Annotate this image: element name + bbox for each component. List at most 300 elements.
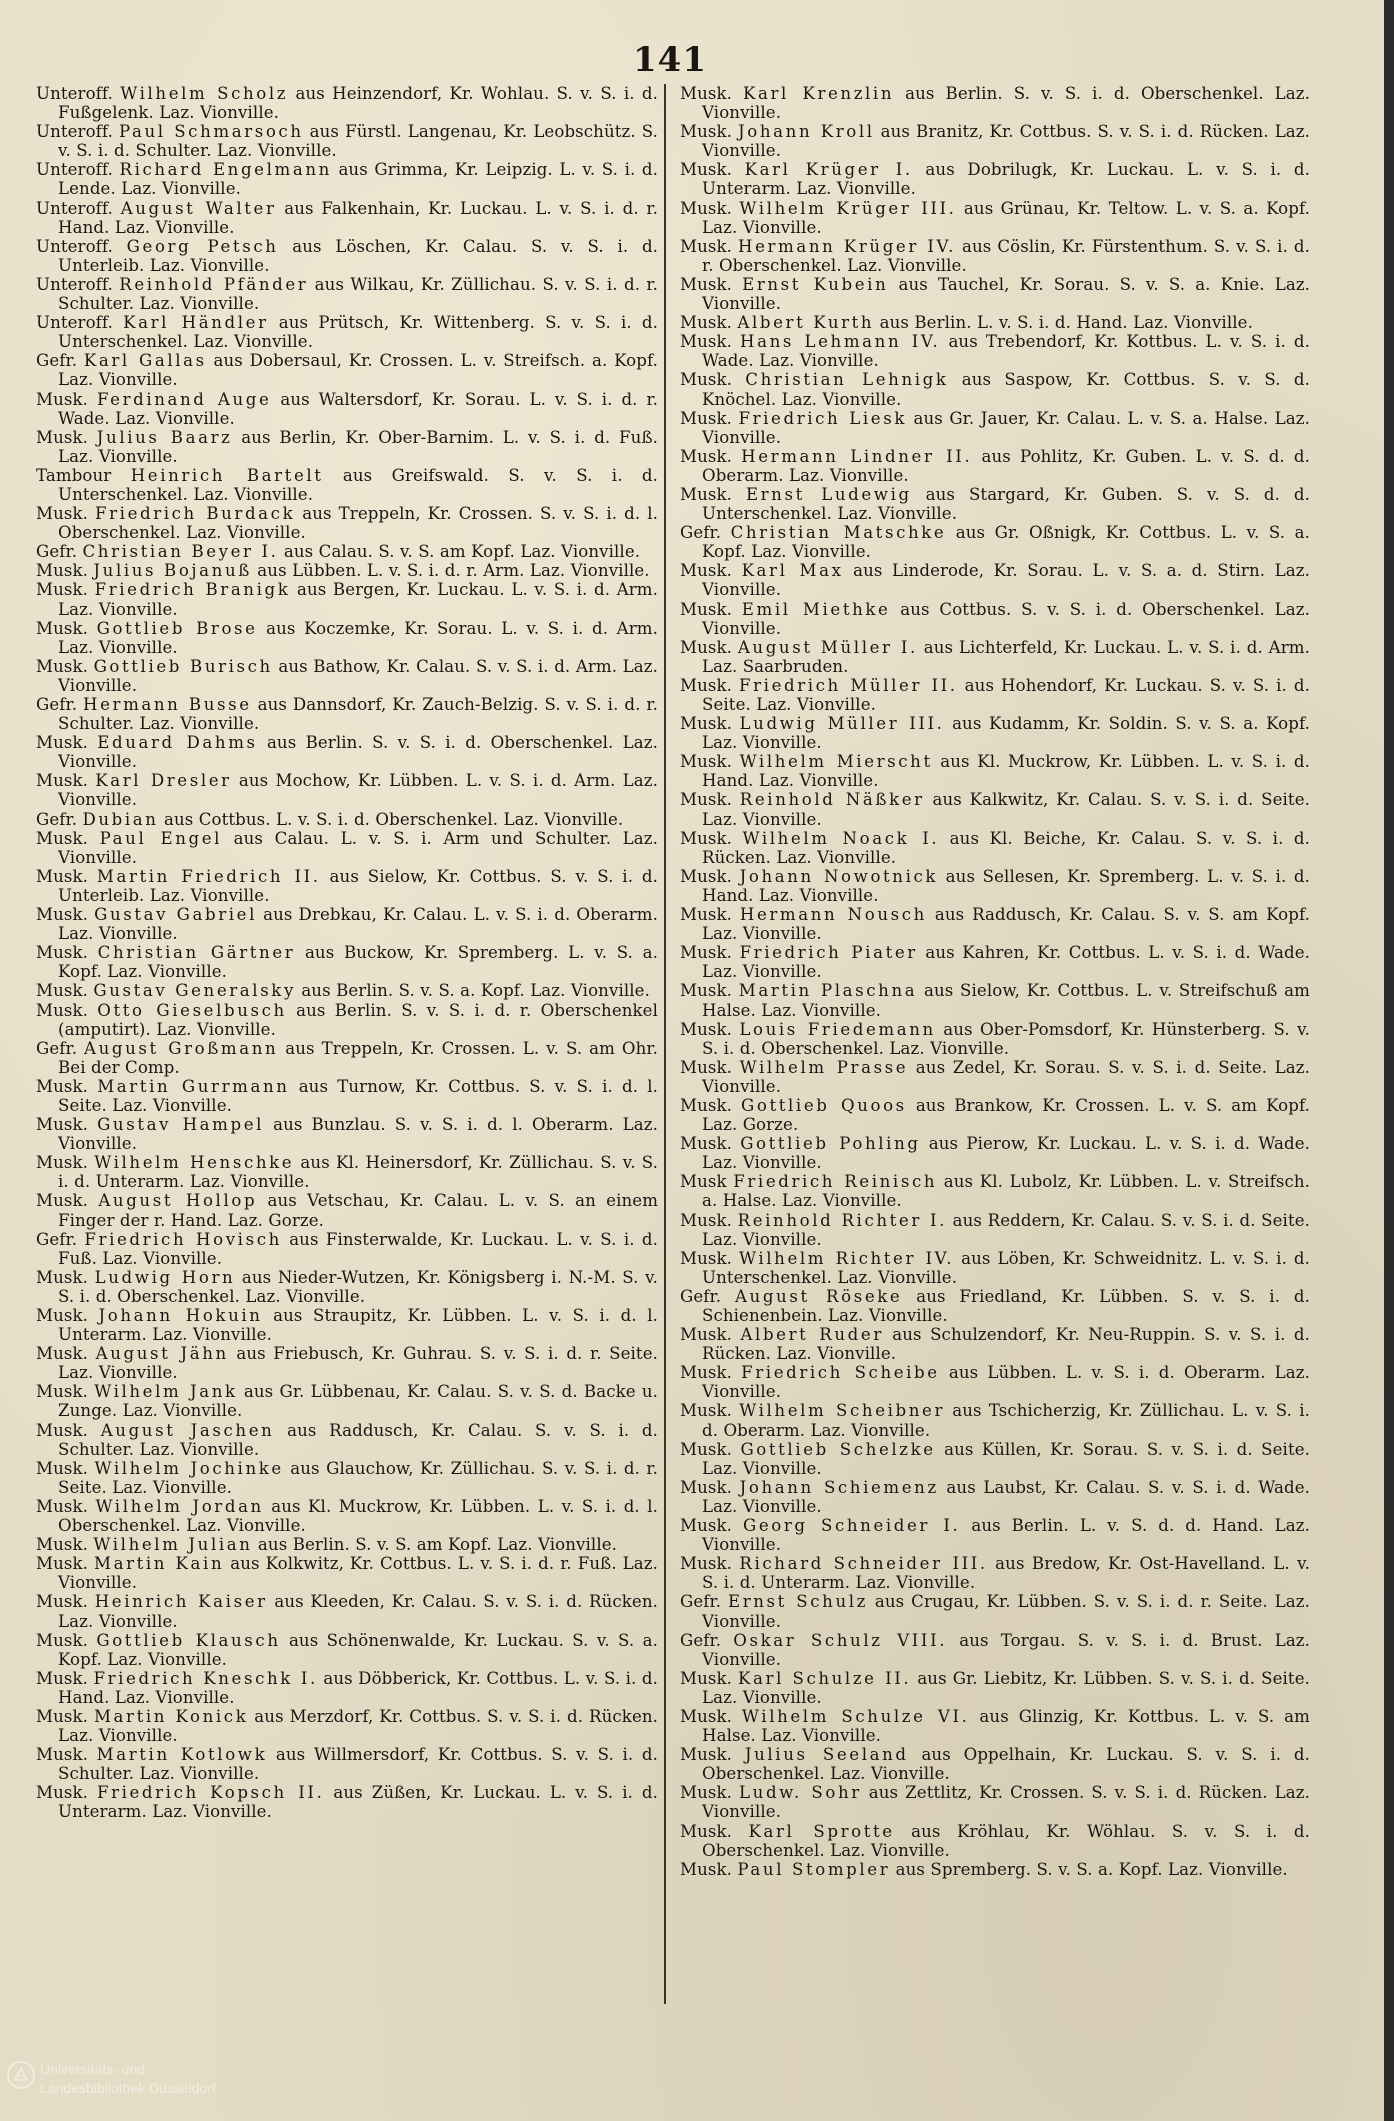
casualty-entry [36, 657, 658, 695]
entry-name: Hermann Busse [83, 695, 252, 714]
entry-rank: Musk. [36, 1382, 89, 1402]
casualty-entry [36, 580, 658, 618]
entry-name: Wilhelm Mierscht [739, 752, 933, 772]
casualty-entry [680, 714, 1310, 752]
entry-details: aus Oppelhain, Kr. Luckau. S. v. S. i. d. Oberschenkel. Laz. Vionville. [702, 1745, 1311, 1784]
casualty-entry [680, 409, 1310, 447]
entry-name: Friedrich Piater [739, 943, 918, 963]
entry-rank: Musk. [680, 1477, 733, 1497]
entry-rank: Gefr. [680, 1592, 722, 1612]
entry-name: Gustav Gabriel [94, 905, 258, 925]
entry-rank: Musk. [680, 1363, 733, 1383]
entry-name: Karl Händler [123, 313, 269, 333]
entry-rank: Musk. [680, 446, 733, 466]
entry-details: aus Ober-Pomsdorf, Kr. Hünsterberg. S. v. S. i. d. Oberschenkel. Laz. Vionville. [702, 1019, 1311, 1058]
entry-name: Gottlieb Klausch [96, 1630, 281, 1650]
entry-details: aus Calau. S. v. S. am Kopf. Laz. Vionville. [283, 542, 641, 562]
entry-name: Paul Schmarsoch [118, 122, 304, 142]
entry-details: aus Kl. Muckrow, Kr. Lübben. L. v. S. i. d. Hand. Laz. Vionville. [702, 752, 1310, 791]
entry-rank: Musk. [36, 1458, 89, 1478]
casualty-entry [680, 1401, 1310, 1439]
entry-rank: Musk. [680, 1783, 733, 1803]
entry-rank: Gefr. [680, 1630, 722, 1650]
entry-details: aus Dobersaul, Kr. Crossen. L. v. Streifsch. a. Kopf. Laz. Vionville. [58, 351, 659, 390]
casualty-entry [680, 122, 1310, 160]
casualty-entry [680, 1440, 1310, 1478]
entry-rank: Musk. [36, 389, 89, 409]
casualty-entry [680, 1058, 1310, 1096]
casualty-entry [36, 561, 658, 580]
library-credit-line-1: Universitäts- und [40, 2061, 146, 2077]
casualty-entry [36, 237, 658, 275]
casualty-entry [36, 1039, 658, 1077]
entry-name: Wilhelm Jank [94, 1382, 238, 1402]
entry-details: aus Stargard, Kr. Guben. S. v. S. d. d. Unterschenkel. Laz. Vionville. [702, 484, 1310, 524]
entry-name: Friedrich Müller II. [739, 675, 958, 695]
entry-rank: Musk. [36, 1554, 89, 1574]
casualty-entry [36, 275, 658, 313]
entry-name: Johann Kroll [738, 122, 875, 142]
casualty-entry [680, 523, 1310, 561]
casualty-entry [36, 428, 658, 466]
entry-name: Gustav Generalsky [93, 981, 296, 1001]
entry-details: aus Raddusch, Kr. Calau. S. v. S. i. d. Schulter. Laz. Vionville. [58, 1420, 659, 1459]
casualty-entry [680, 275, 1310, 313]
entry-details: aus Cöslin, Kr. Fürstenthum. S. v. S. i. d. r. Oberschenkel. Laz. Vionville. [702, 236, 1311, 275]
entry-details: aus Fürstl. Langenau, Kr. Leobschütz. S. v. S. i. d. Schulter. Laz. Vionville. [58, 122, 659, 161]
entry-rank: Musk. [680, 1668, 733, 1688]
entry-rank: Musk. [680, 981, 733, 1001]
entry-name: Louis Friedemann [739, 1019, 936, 1039]
casualty-entry [36, 771, 658, 809]
entry-details: aus Berlin. L. v. S. d. d. Hand. Laz. Vionville. [702, 1516, 1311, 1555]
entry-name: Martin Kotlowk [96, 1745, 268, 1765]
casualty-entry [680, 332, 1310, 370]
entry-name: Richard Engelmann [119, 160, 332, 180]
entry-rank: Musk. [680, 1706, 733, 1726]
entry-rank: Musk. [680, 1210, 733, 1230]
entry-details: aus Pohlitz, Kr. Guben. L. v. S. d. d. Oberarm. Laz. Vionville. [702, 446, 1311, 485]
entry-name: Martin Friedrich II. [96, 866, 321, 886]
entry-details: aus Saspow, Kr. Cottbus. S. v. S. d. Knöchel. Laz. Vionville. [702, 370, 1310, 409]
entry-details: aus Finsterwalde, Kr. Luckau. L. v. S. i. d. Fuß. Laz. Vionville. [58, 1229, 659, 1268]
casualty-entry [36, 122, 658, 160]
column-divider [664, 84, 666, 2004]
entry-rank: Gefr. [36, 695, 78, 714]
entry-details: aus Tschicherzig, Kr. Züllichau. L. v. S. i. d. Oberarm. Laz. Vionville. [702, 1401, 1311, 1440]
casualty-entry [36, 1421, 658, 1459]
entry-name: Karl Gallas [83, 351, 207, 371]
casualty-entry [36, 1230, 658, 1268]
entry-rank: Musk [680, 1172, 727, 1192]
entry-name: August Walter [120, 198, 277, 218]
entry-rank: Musk. [680, 408, 733, 428]
entry-rank: Musk. [680, 1057, 733, 1077]
entry-name: Paul Engel [99, 828, 223, 848]
entry-details: aus Treppeln, Kr. Crossen. S. v. S. i. d. l. Oberschenkel. Laz. Vionville. [58, 504, 658, 543]
casualty-entry [36, 1001, 658, 1039]
casualty-entry [36, 1497, 658, 1535]
casualty-entry [680, 1096, 1310, 1134]
entry-details: aus Kröhlau, Kr. Wöhlau. S. v. S. i. d. Oberschenkel. Laz. Vionville. [702, 1821, 1311, 1860]
entry-rank: Musk. [680, 1745, 733, 1765]
entry-details: aus Turnow, Kr. Cottbus. S. v. S. i. d. l. Seite. Laz. Vionville. [58, 1076, 659, 1115]
casualty-entry [36, 1191, 658, 1229]
casualty-entry [36, 160, 658, 198]
casualty-entry [36, 1554, 658, 1592]
entry-rank: Musk. [36, 618, 89, 638]
casualty-entry [36, 313, 658, 351]
entry-rank: Musk. [36, 981, 89, 1001]
entry-name: Reinhold Pfänder [119, 274, 309, 294]
entry-name: Wilhelm Schulze VI. [741, 1706, 970, 1726]
entry-rank: Unteroff. [36, 274, 113, 294]
casualty-entry [36, 466, 658, 504]
entry-details: aus Cottbus. L. v. S. i. d. Oberschenkel. Laz. Vionville. [163, 809, 624, 829]
entry-rank: Unteroff. [36, 236, 113, 256]
entry-details: aus Gr. Lübbenau, Kr. Calau. S. v. S. d. Backe u. Zunge. Laz. Vionville. [58, 1382, 659, 1421]
entry-name: Friedrich Scheibe [741, 1363, 940, 1383]
entry-details: aus Sielow, Kr. Cottbus. S. v. S. i. d. Unterleib. Laz. Vionville. [58, 866, 659, 905]
entry-rank: Musk. [680, 332, 733, 352]
entry-details: aus Spremberg. S. v. S. a. Kopf. Laz. Vionville. [895, 1859, 1288, 1879]
entry-rank: Gefr. [36, 351, 78, 371]
casualty-entry [36, 1745, 658, 1783]
entry-rank: Musk. [36, 504, 89, 524]
entry-name: Christian Gärtner [97, 943, 296, 963]
entry-details: aus Willmersdorf, Kr. Cottbus. S. v. S. i. d. Schulter. Laz. Vionville. [58, 1745, 659, 1784]
entry-name: Heinrich Kaiser [94, 1592, 268, 1612]
entry-details: aus Bunzlau. S. v. S. i. d. l. Oberarm. Laz. Vionville. [58, 1115, 658, 1154]
entry-rank: Gefr. [36, 1038, 78, 1058]
casualty-entry [36, 84, 658, 122]
casualty-entry [36, 981, 658, 1000]
entry-rank: Musk. [36, 1745, 89, 1765]
casualty-entry [680, 1516, 1310, 1554]
entry-name: Martin Kain [94, 1554, 225, 1574]
entry-details: aus Kl. Muckrow, Kr. Lübben. L. v. S. i. d. l. Oberschenkel. Laz. Vionville. [58, 1496, 658, 1536]
casualty-entry [680, 829, 1310, 867]
entry-name: Friedrich Kopsch II. [96, 1783, 325, 1803]
entry-name: Wilhelm Krüger III. [739, 198, 957, 218]
entry-details: aus Heinzendorf, Kr. Wohlau. S. v. S. i. d. Fußgelenk. Laz. Vionville. [58, 84, 659, 123]
entry-name: Gottlieb Burisch [93, 656, 273, 676]
entry-rank: Musk. [36, 1191, 89, 1211]
entry-name: Karl Schulze II. [738, 1668, 912, 1688]
entry-name: Friedrich Branigk [94, 580, 291, 600]
entry-name: Johann Nowotnick [739, 866, 939, 886]
entry-name: Martin Gurrmann [97, 1076, 290, 1096]
entry-rank: Musk. [36, 1115, 89, 1135]
entry-rank: Musk. [36, 943, 89, 963]
entry-details: aus Treppeln, Kr. Crossen. L. v. S. am Ohr. Bei der Comp. [58, 1038, 659, 1077]
casualty-entry [680, 1631, 1310, 1669]
entry-rank: Musk. [36, 1344, 89, 1364]
entry-name: Gottlieb Brose [96, 618, 258, 638]
entry-details: aus Koczemke, Kr. Sorau. L. v. S. i. d. Arm. Laz. Vionville. [58, 618, 658, 657]
entry-name: Gustav Hampel [97, 1115, 265, 1135]
entry-name: August Hollop [98, 1191, 258, 1211]
entry-details: aus Berlin. S. v. S. i. d. r. Oberschenkel (amputirt). Laz. Vionville. [58, 1000, 659, 1039]
casualty-entry [36, 829, 658, 867]
entry-rank: Tambour [36, 465, 112, 485]
entry-details: aus Berlin. L. v. S. i. d. Hand. Laz. Vionville. [879, 313, 1253, 333]
entry-details: aus Waltersdorf, Kr. Sorau. L. v. S. i. d. r. Wade. Laz. Vionville. [58, 389, 659, 428]
entry-details: aus Züßen, Kr. Luckau. L. v. S. i. d. Unterarm. Laz. Vionville. [58, 1783, 658, 1822]
casualty-entry [680, 1707, 1310, 1745]
entry-details: aus Kleeden, Kr. Calau. S. v. S. i. d. Rücken. Laz. Vionville. [58, 1592, 658, 1631]
entry-rank: Musk. [680, 484, 733, 504]
casualty-entry [680, 905, 1310, 943]
entry-details: aus Gr. Liebitz, Kr. Lübben. S. v. S. i. d. Seite. Laz. Vionville. [702, 1668, 1310, 1707]
casualty-entry [680, 1783, 1310, 1821]
entry-rank: Musk. [680, 752, 733, 772]
entry-rank: Gefr. [680, 1286, 722, 1306]
entry-details: aus Löschen, Kr. Calau. S. v. S. i. d. Unterleib. Laz. Vionville. [58, 236, 659, 275]
casualty-entry [680, 1592, 1310, 1630]
casualty-entry [36, 351, 658, 389]
entry-name: Hermann Nousch [739, 905, 927, 925]
entry-rank: Gefr. [36, 809, 78, 829]
entry-name: Christian Beyer I. [82, 542, 279, 562]
entry-details: aus Cottbus. S. v. S. i. d. Oberschenkel. Laz. Vionville. [702, 599, 1310, 638]
entry-rank: Musk. [680, 1554, 733, 1574]
entry-details: aus Kl. Beiche, Kr. Calau. S. v. S. i. d. Rücken. Laz. Vionville. [702, 828, 1310, 867]
entry-rank: Musk. [680, 1516, 733, 1536]
entry-name: Julius Baarz [96, 427, 233, 447]
entry-name: August Jaschen [100, 1420, 275, 1440]
entry-rank: Unteroff. [36, 84, 113, 103]
entry-rank: Musk. [680, 122, 733, 142]
entry-rank: Musk. [36, 1592, 89, 1612]
entry-rank: Musk. [36, 561, 89, 581]
entry-details: aus Raddusch, Kr. Calau. S. v. S. am Kopf. Laz. Vionville. [702, 905, 1310, 944]
entry-rank: Musk. [680, 1821, 733, 1841]
entry-details: aus Branitz, Kr. Cottbus. S. v. S. i. d. Rücken. Laz. Vionville. [702, 122, 1311, 161]
entry-details: aus Grimma, Kr. Leipzig. L. v. S. i. d. Lende. Laz. Vionville. [58, 160, 658, 199]
entry-details: aus Kl. Heinersdorf, Kr. Züllichau. S. v. S. i. d. Unterarm. Laz. Vionville. [58, 1153, 659, 1192]
entry-details: aus Küllen, Kr. Sorau. S. v. S. i. d. Seite. Laz. Vionville. [702, 1439, 1311, 1478]
entry-details: aus Prütsch, Kr. Wittenberg. S. v. S. i. d. Unterschenkel. Laz. Vionville. [58, 313, 659, 352]
casualty-entry [36, 1707, 658, 1745]
casualty-entry [36, 1306, 658, 1344]
entry-details: aus Brankow, Kr. Crossen. L. v. S. am Kopf. Laz. Gorze. [702, 1095, 1311, 1135]
entry-details: aus Friebusch, Kr. Guhrau. S. v. S. i. d. r. Seite. Laz. Vionville. [58, 1344, 658, 1383]
entry-name: Georg Petsch [126, 236, 279, 256]
casualty-entry [36, 1592, 658, 1630]
entry-details: aus Dobrilugk, Kr. Luckau. L. v. S. i. d. Unterarm. Laz. Vionville. [702, 160, 1310, 199]
casualty-entry [36, 542, 658, 561]
entry-name: Heinrich Bartelt [130, 465, 324, 485]
entry-rank: Musk. [680, 714, 733, 734]
casualty-entry [680, 313, 1310, 332]
casualty-entry [36, 810, 658, 829]
entry-name: Wilhelm Scheibner [739, 1401, 945, 1421]
casualty-entry [680, 1325, 1310, 1363]
entry-name: August Großmann [84, 1038, 279, 1058]
entry-rank: Musk. [680, 905, 733, 925]
entry-rank: Musk. [36, 1153, 89, 1173]
entry-name: Wilhelm Julian [93, 1535, 253, 1555]
entry-name: Otto Gieselbusch [97, 1000, 287, 1020]
entry-rank: Unteroff. [36, 122, 113, 142]
entry-details: aus Schulzendorf, Kr. Neu-Ruppin. S. v. S. i. d. Rücken. Laz. Vionville. [702, 1325, 1311, 1364]
entry-name: Eduard Dahms [97, 733, 258, 753]
entry-name: Georg Schneider I. [742, 1516, 961, 1536]
entry-rank: Musk. [36, 1267, 89, 1287]
entry-details: aus Buckow, Kr. Spremberg. L. v. S. a. Kopf. Laz. Vionville. [58, 943, 659, 982]
entry-details: aus Berlin. S. v. S. am Kopf. Laz. Vionville. [257, 1535, 618, 1555]
entry-name: Gottlieb Schelzke [740, 1439, 936, 1459]
entry-details: aus Dannsdorf, Kr. Zauch-Belzig. S. v. S. i. d. r. Schulter. Laz. Vionville. [58, 695, 658, 734]
casualty-entry [36, 1344, 658, 1382]
entry-rank: Musk. [36, 1783, 89, 1803]
casualty-entry [36, 1153, 658, 1191]
entry-details: aus Bredow, Kr. Ost-Havelland. L. v. S. i. d. Unterarm. Laz. Vionville. [702, 1554, 1311, 1593]
entry-name: Julius Bojanuß [93, 561, 252, 581]
casualty-entry [680, 1211, 1310, 1249]
casualty-entry [680, 237, 1310, 275]
entry-name: Friedrich Burdack [95, 504, 296, 524]
entry-rank: Musk. [680, 1325, 733, 1345]
entry-name: Wilhelm Henschke [94, 1153, 295, 1173]
entry-rank: Musk. [36, 828, 89, 848]
entry-name: August Jähn [95, 1344, 229, 1364]
entry-rank: Musk. [36, 905, 89, 925]
casualty-entry [680, 561, 1310, 599]
entry-details: aus Bergen, Kr. Luckau. L. v. S. i. d. Arm. Laz. Vionville. [58, 580, 659, 619]
entry-name: Karl Krenzlin [743, 84, 895, 103]
library-footer [0, 2050, 320, 2120]
entry-details: aus Linderode, Kr. Sorau. L. v. S. a. d. Stirn. Laz. Vionville. [702, 561, 1310, 600]
casualty-entry [36, 1669, 658, 1707]
entry-details: aus Kalkwitz, Kr. Calau. S. v. S. i. d. Seite. Laz. Vionville. [702, 790, 1310, 829]
casualty-entry [36, 1268, 658, 1306]
entry-name: Ernst Kubein [742, 274, 889, 294]
entry-details: aus Calau. L. v. S. i. Arm und Schulter. Laz. Vionville. [58, 828, 659, 867]
entry-rank: Musk. [680, 274, 733, 294]
casualty-entry [36, 905, 658, 943]
entry-name: Reinhold Richter I. [737, 1210, 947, 1230]
entry-name: Johann Schiemenz [739, 1477, 939, 1497]
entry-details: aus Zedel, Kr. Sorau. S. v. S. i. d. Seite. Laz. Vionville. [702, 1057, 1311, 1096]
entry-details: aus Zettlitz, Kr. Crossen. S. v. S. i. d. Rücken. Laz. Vionville. [702, 1783, 1311, 1822]
entry-name: Ludwig Müller III. [739, 714, 945, 734]
entry-rank: Musk. [680, 236, 733, 256]
entry-name: Gottlieb Quoos [741, 1095, 907, 1115]
entry-rank: Musk. [36, 1306, 89, 1325]
entry-name: Johann Hokuin [98, 1306, 263, 1325]
entry-name: Julius Seeland [744, 1745, 909, 1765]
entry-details: aus Nieder-Wutzen, Kr. Königsberg i. N.-M. S. v. S. i. d. Oberschenkel. Laz. Vionville. [58, 1267, 659, 1306]
casualty-entry [36, 1077, 658, 1115]
casualty-entry [680, 981, 1310, 1019]
entry-details: aus Crugau, Kr. Lübben. S. v. S. i. d. r. Seite. Laz. Vionville. [702, 1592, 1311, 1631]
entry-name: Martin Plaschna [738, 981, 918, 1001]
casualty-entry [680, 1554, 1310, 1592]
entry-name: Martin Konick [93, 1706, 249, 1726]
right-column [680, 84, 1310, 1879]
casualty-entry [680, 867, 1310, 905]
entry-rank: Musk. [680, 599, 733, 619]
entry-details: aus Berlin. S. v. S. a. Kopf. Laz. Vionville. [301, 981, 650, 1001]
entry-rank: Musk. [680, 866, 733, 886]
casualty-entry [680, 1134, 1310, 1172]
entry-rank: Musk. [680, 1248, 733, 1268]
casualty-entry [36, 619, 658, 657]
entry-details: aus Straupitz, Kr. Lübben. L. v. S. i. d. l. Unterarm. Laz. Vionville. [58, 1306, 659, 1345]
entry-name: Wilhelm Jordan [95, 1496, 264, 1516]
entry-rank: Musk. [680, 1134, 733, 1154]
entry-name: Gottlieb Pohling [740, 1134, 921, 1154]
casualty-entry [680, 790, 1310, 828]
entry-details: aus Schönenwalde, Kr. Luckau. S. v. S. a. Kopf. Laz. Vionville. [58, 1630, 658, 1669]
entry-details: aus Gr. Oßnigk, Kr. Cottbus. L. v. S. a. Kopf. Laz. Vionville. [702, 523, 1310, 562]
entry-details: aus Kudamm, Kr. Soldin. S. v. S. a. Kopf. Laz. Vionville. [702, 714, 1311, 753]
entry-name: Dubian [82, 809, 159, 829]
entry-rank: Musk. [36, 771, 89, 791]
entry-name: Emil Miethke [741, 599, 891, 619]
entry-details: aus Kahren, Kr. Cottbus. L. v. S. i. d. Wade. Laz. Vionville. [702, 943, 1311, 982]
entry-rank: Musk. [680, 1859, 733, 1879]
casualty-entry [680, 638, 1310, 676]
entry-details: aus Torgau. S. v. S. i. d. Brust. Laz. Vionville. [702, 1630, 1311, 1669]
entry-details: aus Pierow, Kr. Luckau. L. v. S. i. d. Wade. Laz. Vionville. [702, 1134, 1311, 1173]
entry-rank: Musk. [36, 1420, 89, 1440]
entry-details: aus Falkenhain, Kr. Luckau. L. v. S. i. d. r. Hand. Laz. Vionville. [58, 198, 659, 237]
entry-rank: Musk. [36, 1000, 89, 1020]
casualty-entry [36, 867, 658, 905]
entry-details: aus Glauchow, Kr. Züllichau. S. v. S. i. d. r. Seite. Laz. Vionville. [58, 1458, 659, 1497]
entry-name: Ludwig Horn [94, 1267, 236, 1287]
casualty-entry [680, 1249, 1310, 1287]
casualty-entry [680, 1172, 1310, 1210]
casualty-entry [680, 160, 1310, 198]
entry-details: aus Reddern, Kr. Calau. S. v. S. i. d. Seite. Laz. Vionville. [702, 1210, 1311, 1249]
entry-details: aus Merzdorf, Kr. Cottbus. S. v. S. i. d. Rücken. Laz. Vionville. [58, 1706, 659, 1746]
entry-rank: Musk. [36, 1496, 89, 1516]
entry-name: Christian Lehnigk [745, 370, 949, 390]
left-column [36, 84, 658, 1822]
casualty-entry [36, 1631, 658, 1669]
entry-rank: Musk. [680, 1439, 733, 1459]
entry-details: aus Vetschau, Kr. Calau. L. v. S. an einem Finger der r. Hand. Laz. Gorze. [58, 1191, 659, 1230]
entry-name: Ludw. Sohr [739, 1783, 862, 1803]
library-credit-line-2: Landesbibliothek Düsseldorf [40, 2080, 216, 2096]
entry-rank: Musk. [680, 160, 733, 180]
entry-name: Wilhelm Prasse [739, 1057, 909, 1077]
entry-name: Hans Lehmann IV. [740, 332, 941, 352]
entry-rank: Musk. [680, 1401, 733, 1421]
entry-name: Richard Schneider III. [739, 1554, 988, 1574]
entry-details: aus Döbberick, Kr. Cottbus. L. v. S. i. d. Hand. Laz. Vionville. [58, 1668, 659, 1707]
entry-details: aus Löben, Kr. Schweidnitz. L. v. S. i. d. Unterschenkel. Laz. Vionville. [702, 1248, 1311, 1287]
entry-rank: Musk. [680, 675, 733, 695]
casualty-entry [36, 943, 658, 981]
entry-rank: Musk. [680, 1019, 733, 1039]
entry-name: Hermann Lindner II. [741, 446, 973, 466]
entry-rank: Musk. [36, 1630, 89, 1650]
entry-details: aus Sellesen, Kr. Spremberg. L. v. S. i. d. Hand. Laz. Vionville. [702, 866, 1311, 905]
entry-details: aus Wilkau, Kr. Züllichau. S. v. S. i. d. r. Schulter. Laz. Vionville. [58, 274, 659, 314]
entry-rank: Musk. [680, 561, 733, 581]
entry-rank: Gefr. [680, 523, 722, 543]
entry-rank: Unteroff. [36, 313, 113, 333]
entry-details: aus Grünau, Kr. Teltow. L. v. S. a. Kopf. Laz. Vionville. [702, 198, 1310, 237]
entry-name: Wilhelm Scholz [120, 84, 289, 103]
entry-name: Karl Sprotte [748, 1821, 895, 1841]
casualty-entry [36, 504, 658, 542]
